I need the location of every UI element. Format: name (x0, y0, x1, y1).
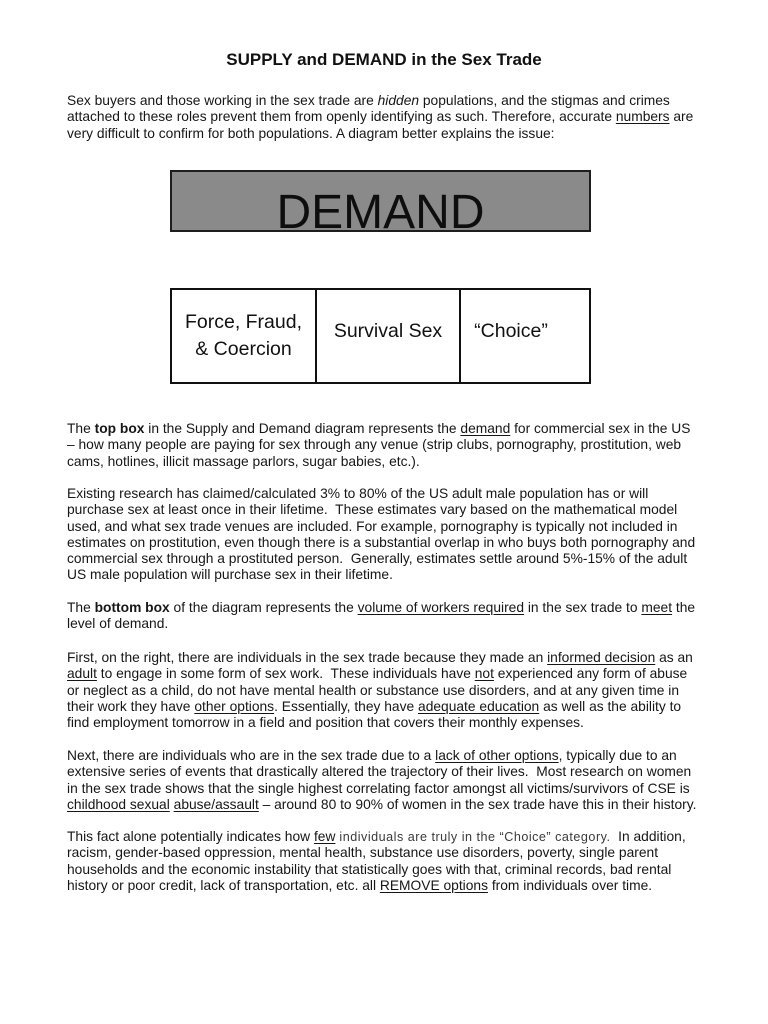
supply-cell-choice (461, 290, 589, 382)
text-run: households and the economic instability that statistically goes with that, criminal records, bad rental (67, 861, 672, 877)
text-run: The (67, 421, 95, 436)
text-line (67, 781, 747, 797)
text-run: their work they have (67, 698, 195, 714)
text-run: to engage in some form of sex work. These individuals have (96, 666, 475, 682)
cell-line: & Coercion (195, 338, 292, 360)
cell-text (334, 318, 442, 345)
text-run: in the sex trade shows that the single highest correlating factor amongst all victims/survivors of CSE is (67, 780, 690, 796)
text-run: purchase sex at least once in their lifetime. These estimates vary based on the mathematical model (67, 502, 678, 518)
text-run: experienced any form of abuse (493, 666, 688, 682)
text-line (67, 535, 747, 551)
text-run: US male population will purchase sex in their lifetime. (67, 567, 393, 583)
paragraph-choice (67, 650, 747, 731)
text-line (67, 502, 747, 518)
paragraph-bottom-box (67, 600, 747, 633)
supply-cell-survival-sex (317, 290, 461, 382)
text-line (67, 862, 747, 878)
text-run: populations, and the stigmas and crimes (419, 93, 670, 108)
paragraph-conclusion (67, 829, 747, 894)
text-line (67, 109, 747, 125)
underlined-text: meet (641, 600, 673, 615)
text-run: from individuals over time. (488, 877, 653, 893)
cell-line: Survival Sex (333, 319, 443, 342)
text-line (67, 551, 747, 567)
text-line (67, 845, 747, 861)
text-run: The (67, 600, 95, 615)
text-line (67, 486, 747, 502)
text-line (67, 600, 747, 616)
text-line (67, 699, 747, 715)
text-run: racism, gender-based oppression, mental health, substance use disorders, poverty, single parent (67, 845, 659, 861)
text-run: , typically due to an (558, 748, 677, 763)
text-run: In addition, (610, 829, 686, 844)
text-run: Existing research has claimed/calculated 3% to 80% of the US adult male population has or will (67, 486, 649, 501)
text-run: extensive series of events that drastically altered the trajectory of their lives. Most research on women (67, 764, 692, 780)
underlined-text: numbers (615, 109, 670, 125)
text-run: in the sex trade to (524, 600, 642, 615)
cell-text (185, 309, 302, 363)
text-line (67, 454, 747, 470)
text-run: Sex buyers and those working in the sex trade are (67, 93, 378, 108)
bold-text: top box (94, 421, 145, 436)
text-run: – around 80 to 90% of women in the sex trade have this in their history. (258, 796, 697, 812)
text-line (67, 715, 747, 731)
text-run: in the Supply and Demand diagram represents the (144, 421, 461, 436)
text-run: . Essentially, they have (274, 698, 419, 714)
underlined-text: adult (67, 666, 97, 682)
alt-font-text: individuals are truly in the “Choice” category. (335, 830, 611, 844)
supply-table (170, 288, 591, 384)
paragraph-existing-research (67, 486, 747, 584)
cell-line: Force, Fraud, (184, 311, 303, 333)
text-run: find employment tomorrow in a field and position that covers their monthly expenses. (67, 715, 584, 731)
cell-line: “Choice” (474, 319, 548, 342)
underlined-text: few (313, 829, 336, 844)
text-run: – how many people are paying for sex through any venue (strip clubs, pornography, prostitution, web (67, 437, 682, 453)
text-line (67, 748, 747, 764)
text-line (67, 878, 747, 894)
text-run: very difficult to confirm for both populations. A diagram better explains the issue: (67, 125, 555, 141)
text-run: the (672, 600, 696, 615)
demand-box (170, 170, 591, 239)
text-line (67, 650, 747, 666)
underlined-text: abuse/assault (173, 796, 259, 812)
text-line (67, 683, 747, 699)
text-run: of the diagram represents the (169, 600, 358, 615)
text-line (67, 764, 747, 780)
underlined-text: other options (194, 698, 275, 714)
demand-label: DEMAND (276, 186, 485, 239)
underlined-text: informed decision (547, 650, 656, 665)
text-run: as well as the ability to (539, 698, 682, 714)
paragraph-top-box (67, 421, 747, 470)
text-line (67, 829, 747, 845)
text-run: commercial sex through a prostituted person. Generally, estimates settle around 5%-15% of the adult (67, 551, 688, 567)
text-line (67, 421, 747, 437)
text-run: This fact alone potentially indicates how (67, 829, 314, 844)
underlined-text: lack of other options (435, 748, 559, 763)
text-line (67, 616, 747, 632)
supply-cell-force-fraud-coercion (172, 290, 317, 382)
text-run: cams, hotlines, illicit massage parlors, sugar babies, etc.). (67, 453, 420, 469)
underlined-text: childhood sexual (67, 796, 170, 812)
text-run: history or poor credit, lack of transportation, etc. all (67, 877, 380, 893)
text-run: Next, there are individuals who are in the sex trade due to a (67, 748, 436, 763)
text-run: are (669, 109, 694, 125)
text-line (67, 666, 747, 682)
text-run: for commercial sex in the US (510, 421, 691, 436)
cell-text (474, 318, 548, 345)
paragraph-intro (67, 93, 747, 142)
page-title: SUPPLY and DEMAND in the Sex Trade (226, 50, 542, 69)
underlined-text: volume of workers required (357, 600, 525, 615)
text-run: used, and what sex trade venues are included. For example, pornography is typically not included in (67, 518, 678, 534)
text-line (67, 437, 747, 453)
text-line (67, 93, 747, 109)
paragraph-survival-sex (67, 748, 747, 813)
text-run: attached to these roles prevent them from openly identifying as such. Therefore, accurate (67, 109, 616, 125)
underlined-text: adequate education (418, 698, 540, 714)
text-line (67, 567, 747, 583)
text-line (67, 797, 747, 813)
underlined-text: not (474, 666, 494, 682)
text-line (67, 126, 747, 142)
text-run: First, on the right, there are individuals in the sex trade because they made an (67, 650, 548, 665)
text-line (67, 519, 747, 535)
text-run: or neglect as a child, do not have mental health or substance use disorders, and at any given time in (67, 682, 680, 698)
text-run: level of demand. (67, 616, 169, 632)
italic-text: hidden (377, 93, 420, 108)
bold-text: bottom box (94, 600, 170, 615)
underlined-text: demand (460, 421, 511, 436)
underlined-text: REMOVE options (379, 877, 488, 893)
text-run: as an (655, 650, 693, 665)
text-run: estimates on prostitution, even though there is a substantial overlap in who buys both pornography and (67, 534, 696, 550)
